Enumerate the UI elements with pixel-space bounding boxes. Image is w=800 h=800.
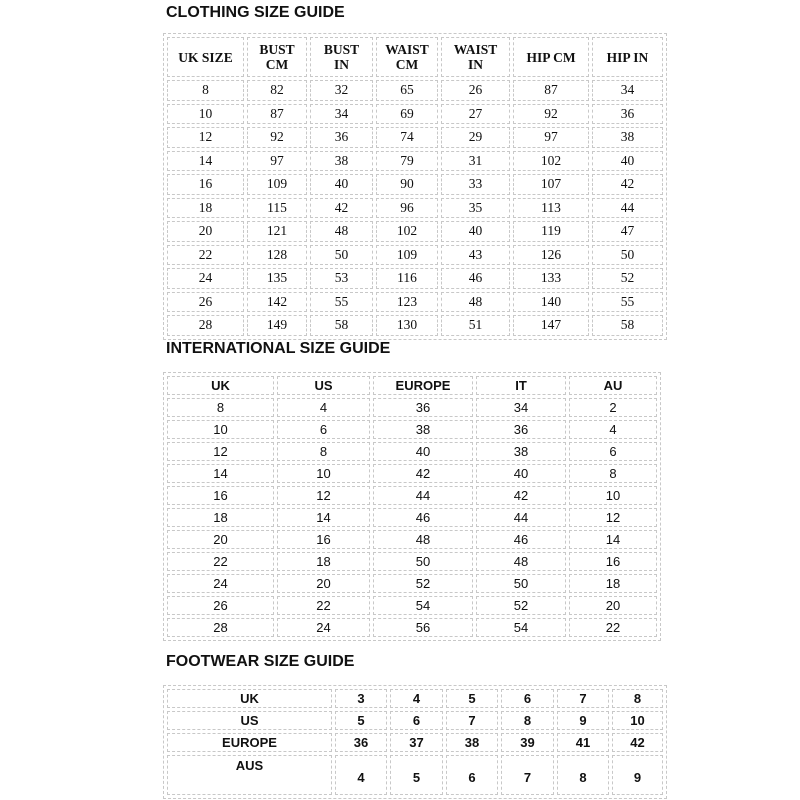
header-line: HIP CM [526, 49, 576, 65]
clothing-column-header [441, 37, 510, 77]
table-cell: 48 [441, 292, 510, 313]
table-cell: 16 [277, 530, 370, 549]
table-cell: 34 [476, 398, 566, 417]
table-cell: 22 [277, 596, 370, 615]
international-column-header: EUROPE [373, 376, 473, 395]
table-cell: 14 [569, 530, 657, 549]
table-cell: 119 [513, 221, 589, 242]
table-cell: 52 [373, 574, 473, 593]
table-cell: 121 [247, 221, 307, 242]
table-cell: 48 [373, 530, 473, 549]
table-cell: 42 [476, 486, 566, 505]
international-header-row [167, 376, 657, 395]
table-row [167, 315, 663, 336]
table-cell: 40 [373, 442, 473, 461]
table-cell: 8 [167, 398, 274, 417]
table-cell: 107 [513, 174, 589, 195]
table-cell: 26 [441, 80, 510, 101]
table-row [167, 268, 663, 289]
clothing-header-row [167, 37, 663, 77]
table-cell: 34 [310, 104, 373, 125]
table-cell: 50 [373, 552, 473, 571]
table-cell: 96 [376, 198, 438, 219]
table-cell: 9 [557, 711, 609, 730]
table-cell: 50 [476, 574, 566, 593]
clothing-column-header [310, 37, 373, 77]
table-cell: 16 [167, 174, 244, 195]
table-cell: 42 [373, 464, 473, 483]
table-cell: 7 [501, 755, 554, 795]
header-line: UK SIZE [178, 49, 233, 65]
footwear-size-guide-title: FOOTWEAR SIZE GUIDE [166, 653, 355, 670]
table-cell: 69 [376, 104, 438, 125]
table-cell: 79 [376, 151, 438, 172]
table-cell: 97 [247, 151, 307, 172]
table-row [167, 486, 657, 505]
clothing-column-header [513, 37, 589, 77]
table-cell: 38 [446, 733, 498, 752]
table-cell: 56 [373, 618, 473, 637]
table-cell: 51 [441, 315, 510, 336]
table-row [167, 464, 657, 483]
table-cell: 55 [310, 292, 373, 313]
table-row [167, 420, 657, 439]
table-cell: 26 [167, 596, 274, 615]
table-cell: 82 [247, 80, 307, 101]
table-cell: 18 [569, 574, 657, 593]
table-cell: 52 [592, 268, 663, 289]
table-cell: 123 [376, 292, 438, 313]
table-cell: 12 [167, 442, 274, 461]
international-column-header: UK [167, 376, 274, 395]
table-cell: 46 [373, 508, 473, 527]
table-cell: 5 [335, 711, 387, 730]
table-cell: 22 [569, 618, 657, 637]
international-size-guide-title: INTERNATIONAL SIZE GUIDE [166, 340, 391, 357]
table-cell: 87 [247, 104, 307, 125]
table-cell: 4 [335, 755, 387, 795]
table-cell: 142 [247, 292, 307, 313]
table-cell: 5 [390, 755, 443, 795]
international-column-header: AU [569, 376, 657, 395]
table-cell: 20 [569, 596, 657, 615]
header-line: CM [265, 57, 289, 72]
table-cell: 116 [376, 268, 438, 289]
table-cell: 35 [441, 198, 510, 219]
table-cell: 10 [167, 420, 274, 439]
table-cell: 38 [310, 151, 373, 172]
table-cell: 135 [247, 268, 307, 289]
table-cell: 55 [592, 292, 663, 313]
header-line: IN [333, 57, 349, 72]
table-cell: 20 [277, 574, 370, 593]
table-cell: 6 [501, 689, 554, 708]
table-row [167, 104, 663, 125]
table-row [167, 80, 663, 101]
table-cell: 47 [592, 221, 663, 242]
table-cell: 10 [277, 464, 370, 483]
table-cell: 14 [167, 151, 244, 172]
table-cell: 44 [373, 486, 473, 505]
table-cell: 12 [167, 127, 244, 148]
clothing-size-table [163, 33, 667, 340]
table-cell: 115 [247, 198, 307, 219]
table-cell: 6 [446, 755, 498, 795]
table-cell: 10 [612, 711, 663, 730]
table-cell: 92 [247, 127, 307, 148]
table-cell: 38 [373, 420, 473, 439]
table-cell: 39 [501, 733, 554, 752]
table-cell: 53 [310, 268, 373, 289]
table-cell: 36 [335, 733, 387, 752]
header-line: BUST [259, 42, 295, 57]
international-size-table [163, 372, 661, 641]
table-cell: 52 [476, 596, 566, 615]
table-cell: 16 [167, 486, 274, 505]
clothing-column-header [592, 37, 663, 77]
table-cell: 14 [167, 464, 274, 483]
table-cell: 10 [167, 104, 244, 125]
table-cell: 24 [167, 268, 244, 289]
table-cell: 43 [441, 245, 510, 266]
header-line: CM [395, 57, 419, 72]
table-cell: 3 [335, 689, 387, 708]
table-cell: 40 [592, 151, 663, 172]
table-cell: 128 [247, 245, 307, 266]
table-row [167, 755, 663, 795]
table-row [167, 221, 663, 242]
footwear-size-table [163, 685, 667, 799]
table-row [167, 198, 663, 219]
table-row [167, 245, 663, 266]
table-cell: 97 [513, 127, 589, 148]
table-cell: 40 [441, 221, 510, 242]
table-cell: 36 [373, 398, 473, 417]
row-label: UK [167, 689, 332, 708]
table-cell: 8 [557, 755, 609, 795]
table-cell: 27 [441, 104, 510, 125]
table-cell: 4 [390, 689, 443, 708]
table-row [167, 398, 657, 417]
table-cell: 6 [569, 442, 657, 461]
table-cell: 50 [592, 245, 663, 266]
table-cell: 7 [557, 689, 609, 708]
table-cell: 9 [612, 755, 663, 795]
table-cell: 32 [310, 80, 373, 101]
table-cell: 46 [476, 530, 566, 549]
table-cell: 147 [513, 315, 589, 336]
table-cell: 109 [247, 174, 307, 195]
row-label: EUROPE [167, 733, 332, 752]
table-cell: 74 [376, 127, 438, 148]
table-cell: 149 [247, 315, 307, 336]
table-cell: 16 [569, 552, 657, 571]
table-cell: 22 [167, 552, 274, 571]
table-cell: 18 [277, 552, 370, 571]
table-cell: 33 [441, 174, 510, 195]
table-cell: 4 [277, 398, 370, 417]
table-cell: 92 [513, 104, 589, 125]
table-cell: 48 [476, 552, 566, 571]
table-cell: 37 [390, 733, 443, 752]
table-cell: 5 [446, 689, 498, 708]
table-cell: 58 [592, 315, 663, 336]
table-cell: 28 [167, 618, 274, 637]
table-cell: 8 [612, 689, 663, 708]
table-cell: 54 [373, 596, 473, 615]
table-cell: 24 [167, 574, 274, 593]
table-cell: 18 [167, 508, 274, 527]
table-row [167, 127, 663, 148]
table-cell: 20 [167, 221, 244, 242]
table-row [167, 508, 657, 527]
table-cell: 126 [513, 245, 589, 266]
table-row [167, 292, 663, 313]
international-column-header: US [277, 376, 370, 395]
table-cell: 40 [310, 174, 373, 195]
table-row [167, 596, 657, 615]
table-cell: 6 [277, 420, 370, 439]
clothing-size-guide-title: CLOTHING SIZE GUIDE [166, 4, 345, 21]
table-cell: 44 [476, 508, 566, 527]
table-cell: 50 [310, 245, 373, 266]
table-cell: 140 [513, 292, 589, 313]
table-cell: 28 [167, 315, 244, 336]
table-cell: 12 [569, 508, 657, 527]
table-cell: 48 [310, 221, 373, 242]
table-row [167, 530, 657, 549]
header-line: WAIST [385, 42, 429, 57]
table-cell: 87 [513, 80, 589, 101]
table-cell: 102 [513, 151, 589, 172]
table-cell: 20 [167, 530, 274, 549]
header-line: HIP IN [606, 49, 649, 65]
table-cell: 29 [441, 127, 510, 148]
table-cell: 42 [612, 733, 663, 752]
table-cell: 6 [390, 711, 443, 730]
table-cell: 36 [592, 104, 663, 125]
table-cell: 8 [501, 711, 554, 730]
table-row [167, 442, 657, 461]
table-cell: 8 [277, 442, 370, 461]
table-cell: 44 [592, 198, 663, 219]
table-cell: 38 [476, 442, 566, 461]
international-column-header: IT [476, 376, 566, 395]
table-cell: 109 [376, 245, 438, 266]
table-cell: 42 [592, 174, 663, 195]
table-cell: 8 [167, 80, 244, 101]
table-cell: 46 [441, 268, 510, 289]
table-cell: 90 [376, 174, 438, 195]
header-line: BUST [323, 42, 360, 57]
clothing-column-header [167, 37, 244, 77]
table-row [167, 174, 663, 195]
header-line: WAIST [453, 42, 498, 57]
table-row [167, 733, 663, 752]
table-cell: 7 [446, 711, 498, 730]
table-cell: 42 [310, 198, 373, 219]
table-cell: 36 [476, 420, 566, 439]
table-cell: 12 [277, 486, 370, 505]
clothing-column-header [376, 37, 438, 77]
row-label: AUS [167, 755, 332, 795]
table-cell: 18 [167, 198, 244, 219]
table-row [167, 711, 663, 730]
row-label: US [167, 711, 332, 730]
table-cell: 34 [592, 80, 663, 101]
table-cell: 133 [513, 268, 589, 289]
table-row [167, 574, 657, 593]
header-line: IN [467, 57, 483, 72]
table-row [167, 151, 663, 172]
table-cell: 36 [310, 127, 373, 148]
table-cell: 4 [569, 420, 657, 439]
table-cell: 102 [376, 221, 438, 242]
table-cell: 58 [310, 315, 373, 336]
table-cell: 24 [277, 618, 370, 637]
table-cell: 26 [167, 292, 244, 313]
table-row [167, 552, 657, 571]
table-cell: 22 [167, 245, 244, 266]
table-cell: 31 [441, 151, 510, 172]
table-cell: 54 [476, 618, 566, 637]
table-cell: 41 [557, 733, 609, 752]
clothing-column-header [247, 37, 307, 77]
table-row [167, 689, 663, 708]
table-cell: 65 [376, 80, 438, 101]
table-row [167, 618, 657, 637]
table-cell: 8 [569, 464, 657, 483]
table-cell: 40 [476, 464, 566, 483]
table-cell: 130 [376, 315, 438, 336]
table-cell: 113 [513, 198, 589, 219]
table-cell: 10 [569, 486, 657, 505]
table-cell: 14 [277, 508, 370, 527]
table-cell: 38 [592, 127, 663, 148]
table-cell: 2 [569, 398, 657, 417]
